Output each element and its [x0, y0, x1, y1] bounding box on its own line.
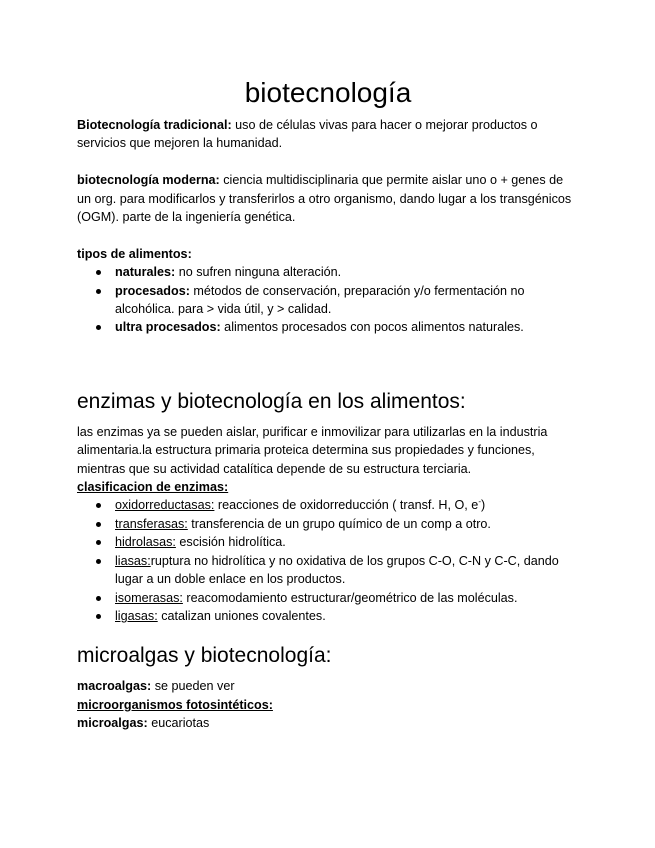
list-item-text: ruptura no hidrolítica y no oxidativa de los grupos C-O, C-N y C-C, dando lugar a un doble enlace en los productos. [115, 553, 559, 587]
list-item-text: no sufren ninguna alteración. [175, 265, 342, 280]
list-item [115, 607, 579, 625]
list-item [115, 533, 579, 551]
enzyme-classification-list [77, 496, 579, 625]
enzyme-classification-heading [77, 478, 579, 496]
list-item [115, 496, 579, 514]
list-item [115, 515, 579, 533]
list-item-text: reacomodamiento estructurar/geométrico de las moléculas. [182, 590, 518, 605]
microalgae-heading: microalgas y biotecnología: [77, 644, 332, 668]
spacer [77, 226, 579, 244]
enzyme-classification-heading-text: clasificacion de enzimas: [77, 480, 229, 495]
modern-biotech-label: biotecnología moderna: [77, 173, 220, 188]
enzymes-heading: enzimas y biotecnología en los alimentos: [77, 389, 466, 413]
list-item-label: isomerasas: [115, 590, 183, 605]
list-item-text-end: ) [480, 498, 486, 513]
list-item-label: ultra procesados: [115, 320, 221, 335]
microalgae-label: microalgas: [77, 716, 148, 731]
list-item-text: catalizan uniones covalentes. [157, 608, 326, 623]
list-item [115, 589, 579, 607]
photosynthetic-heading [77, 696, 579, 714]
list-item-label: hidrolasas: [115, 535, 176, 550]
list-item-text: métodos de conservación, preparación y/o fermentación no alcohólica. para > vida útil, y > calidad. [115, 283, 525, 317]
traditional-biotech-label: Biotecnología tradicional: [77, 118, 232, 132]
macroalgae-label: macroalgas: [77, 679, 152, 694]
list-item-label: naturales: [115, 265, 176, 280]
list-item-label: liasas: [115, 553, 151, 568]
modern-biotech-paragraph [77, 171, 579, 226]
list-item [115, 552, 579, 589]
food-types-heading [77, 245, 579, 263]
list-item-label: oxidorreductasas: [115, 498, 215, 513]
food-types-list [77, 263, 579, 337]
microalgae-text: eucariotas [147, 716, 210, 731]
superscript: - [478, 497, 481, 507]
list-item-label: ligasas: [115, 608, 158, 623]
list-item [115, 318, 579, 336]
food-types-heading-text: tipos de alimentos: [77, 246, 192, 261]
macroalgae-line [77, 677, 579, 695]
list-item-text: transferencia de un grupo químico de un comp a otro. [187, 516, 491, 531]
page-title: biotecnología [244, 77, 412, 108]
list-item-label: transferasas: [115, 516, 188, 531]
photosynthetic-heading-text: microorganismos fotosintéticos: [77, 697, 273, 712]
microalgae-line [77, 714, 579, 732]
list-item-text: reacciones de oxidorreducción ( transf. H, O, e [214, 498, 479, 513]
traditional-biotech-text: uso de células vivas para hacer o mejorar productos o servicios que mejoren la humanidad. [77, 118, 538, 151]
document-content [77, 76, 579, 733]
spacer [77, 153, 579, 171]
list-item-text: alimentos procesados con pocos alimentos naturales. [220, 320, 524, 335]
enzymes-paragraph: las enzimas ya se pueden aislar, purificar e inmovilizar para utilizarlas en la industria alimentaria.la estructura primaria proteica determina sus propiedades y funciones, mientras que su actividad catalítica depende de su estructura terciaria. [77, 424, 548, 476]
traditional-biotech-paragraph [77, 116, 579, 153]
list-item-text: escisión hidrolítica. [175, 535, 286, 550]
modern-biotech-text: ciencia multidisciplinaria que permite aislar uno o + genes de un org. para modificarlos y transferirlos a otro organismo, dando lugar a los transgénicos (OGM). parte de la ingeniería genética. [77, 173, 572, 225]
list-item [115, 263, 579, 281]
list-item-label: procesados: [115, 283, 190, 298]
list-item [115, 282, 579, 319]
macroalgae-text: se pueden ver [151, 679, 235, 694]
